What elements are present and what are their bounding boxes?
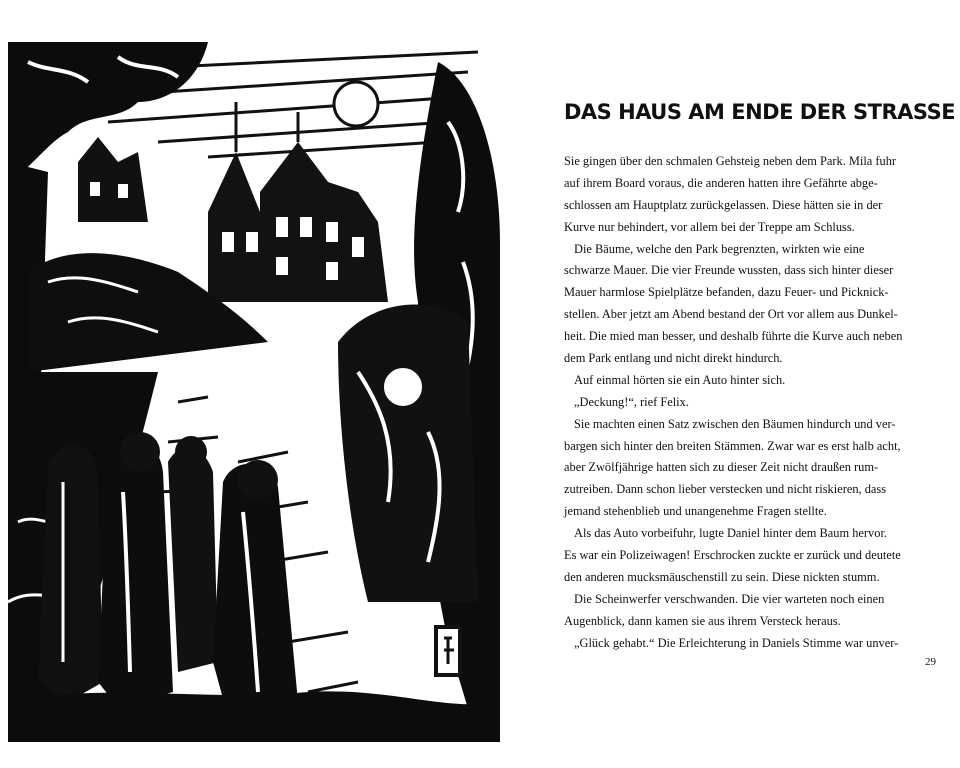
text-line: zutreiben. Dann schon lieber verstecken und nicht riskieren, dass	[564, 482, 887, 497]
text-line: bargen sich hinter den breiten Stämmen. Zwar war es erst halb acht,	[564, 438, 901, 453]
text-line: auf ihrem Board voraus, die anderen hatten ihre Gefährte abge-	[564, 175, 878, 190]
text-line: Auf einmal hörten sie ein Auto hinter sich.	[574, 372, 786, 387]
text-line: den anderen mucksmäuschenstill zu sein. Diese nickten stumm.	[564, 569, 880, 584]
moon	[334, 82, 378, 126]
text-line: Kurve nur behindert, vor allem bei der Treppe am Schluss.	[564, 219, 855, 234]
chapter-title: DAS HAUS AM ENDE DER STRASSE	[564, 100, 956, 124]
text-page	[564, 100, 956, 654]
text-line: heit. Die mied man besser, und deshalb führte die Kurve auch neben	[564, 329, 903, 344]
text-line: jemand stehenblieb und unangenehme Fragen stellte.	[564, 504, 827, 519]
text-line: Es war ein Polizeiwagen! Erschrocken zuckte er zurück und deutete	[564, 548, 901, 563]
text-line: Als das Auto vorbeifuhr, lugte Daniel hinter dem Baum hervor.	[574, 526, 887, 541]
text-line: stellen. Aber jetzt am Abend bestand der Ort vor allem aus Dunkel-	[564, 307, 898, 322]
text-line: Sie machten einen Satz zwischen den Bäumen hindurch und ver-	[574, 416, 896, 431]
text-line: Mauer harmlose Spielplätze befanden, dazu Feuer- und Picknick-	[564, 285, 889, 300]
page-number: 29	[925, 656, 936, 668]
text-line: schwarze Mauer. Die vier Freunde wussten, dass sich hinter dieser	[564, 263, 894, 278]
ink-illustration	[8, 42, 500, 742]
text-line: Die Scheinwerfer verschwanden. Die vier warteten noch einen	[574, 591, 885, 606]
text-line: dem Park entlang und nicht direkt hindurch.	[564, 351, 783, 366]
text-line: Die Bäume, welche den Park begrenzten, wirkten wie eine	[574, 241, 865, 256]
hedge-right	[338, 305, 478, 602]
body-text	[564, 151, 926, 654]
text-line: Augenblick, dann kamen sie aus ihrem Versteck heraus.	[564, 613, 841, 628]
text-line: „Glück gehabt.“ Die Erleichterung in Daniels Stimme war unver-	[574, 635, 899, 650]
text-line: schlossen am Hauptplatz zurückgelassen. Diese hätten sie in der	[564, 197, 883, 212]
text-line: „Deckung!“, rief Felix.	[574, 394, 689, 409]
text-line: aber Zwölfjährige hatten sich zu dieser Zeit nicht draußen rum-	[564, 460, 879, 475]
text-line: Sie gingen über den schmalen Gehsteig neben dem Park. Mila fuhr	[564, 154, 897, 168]
